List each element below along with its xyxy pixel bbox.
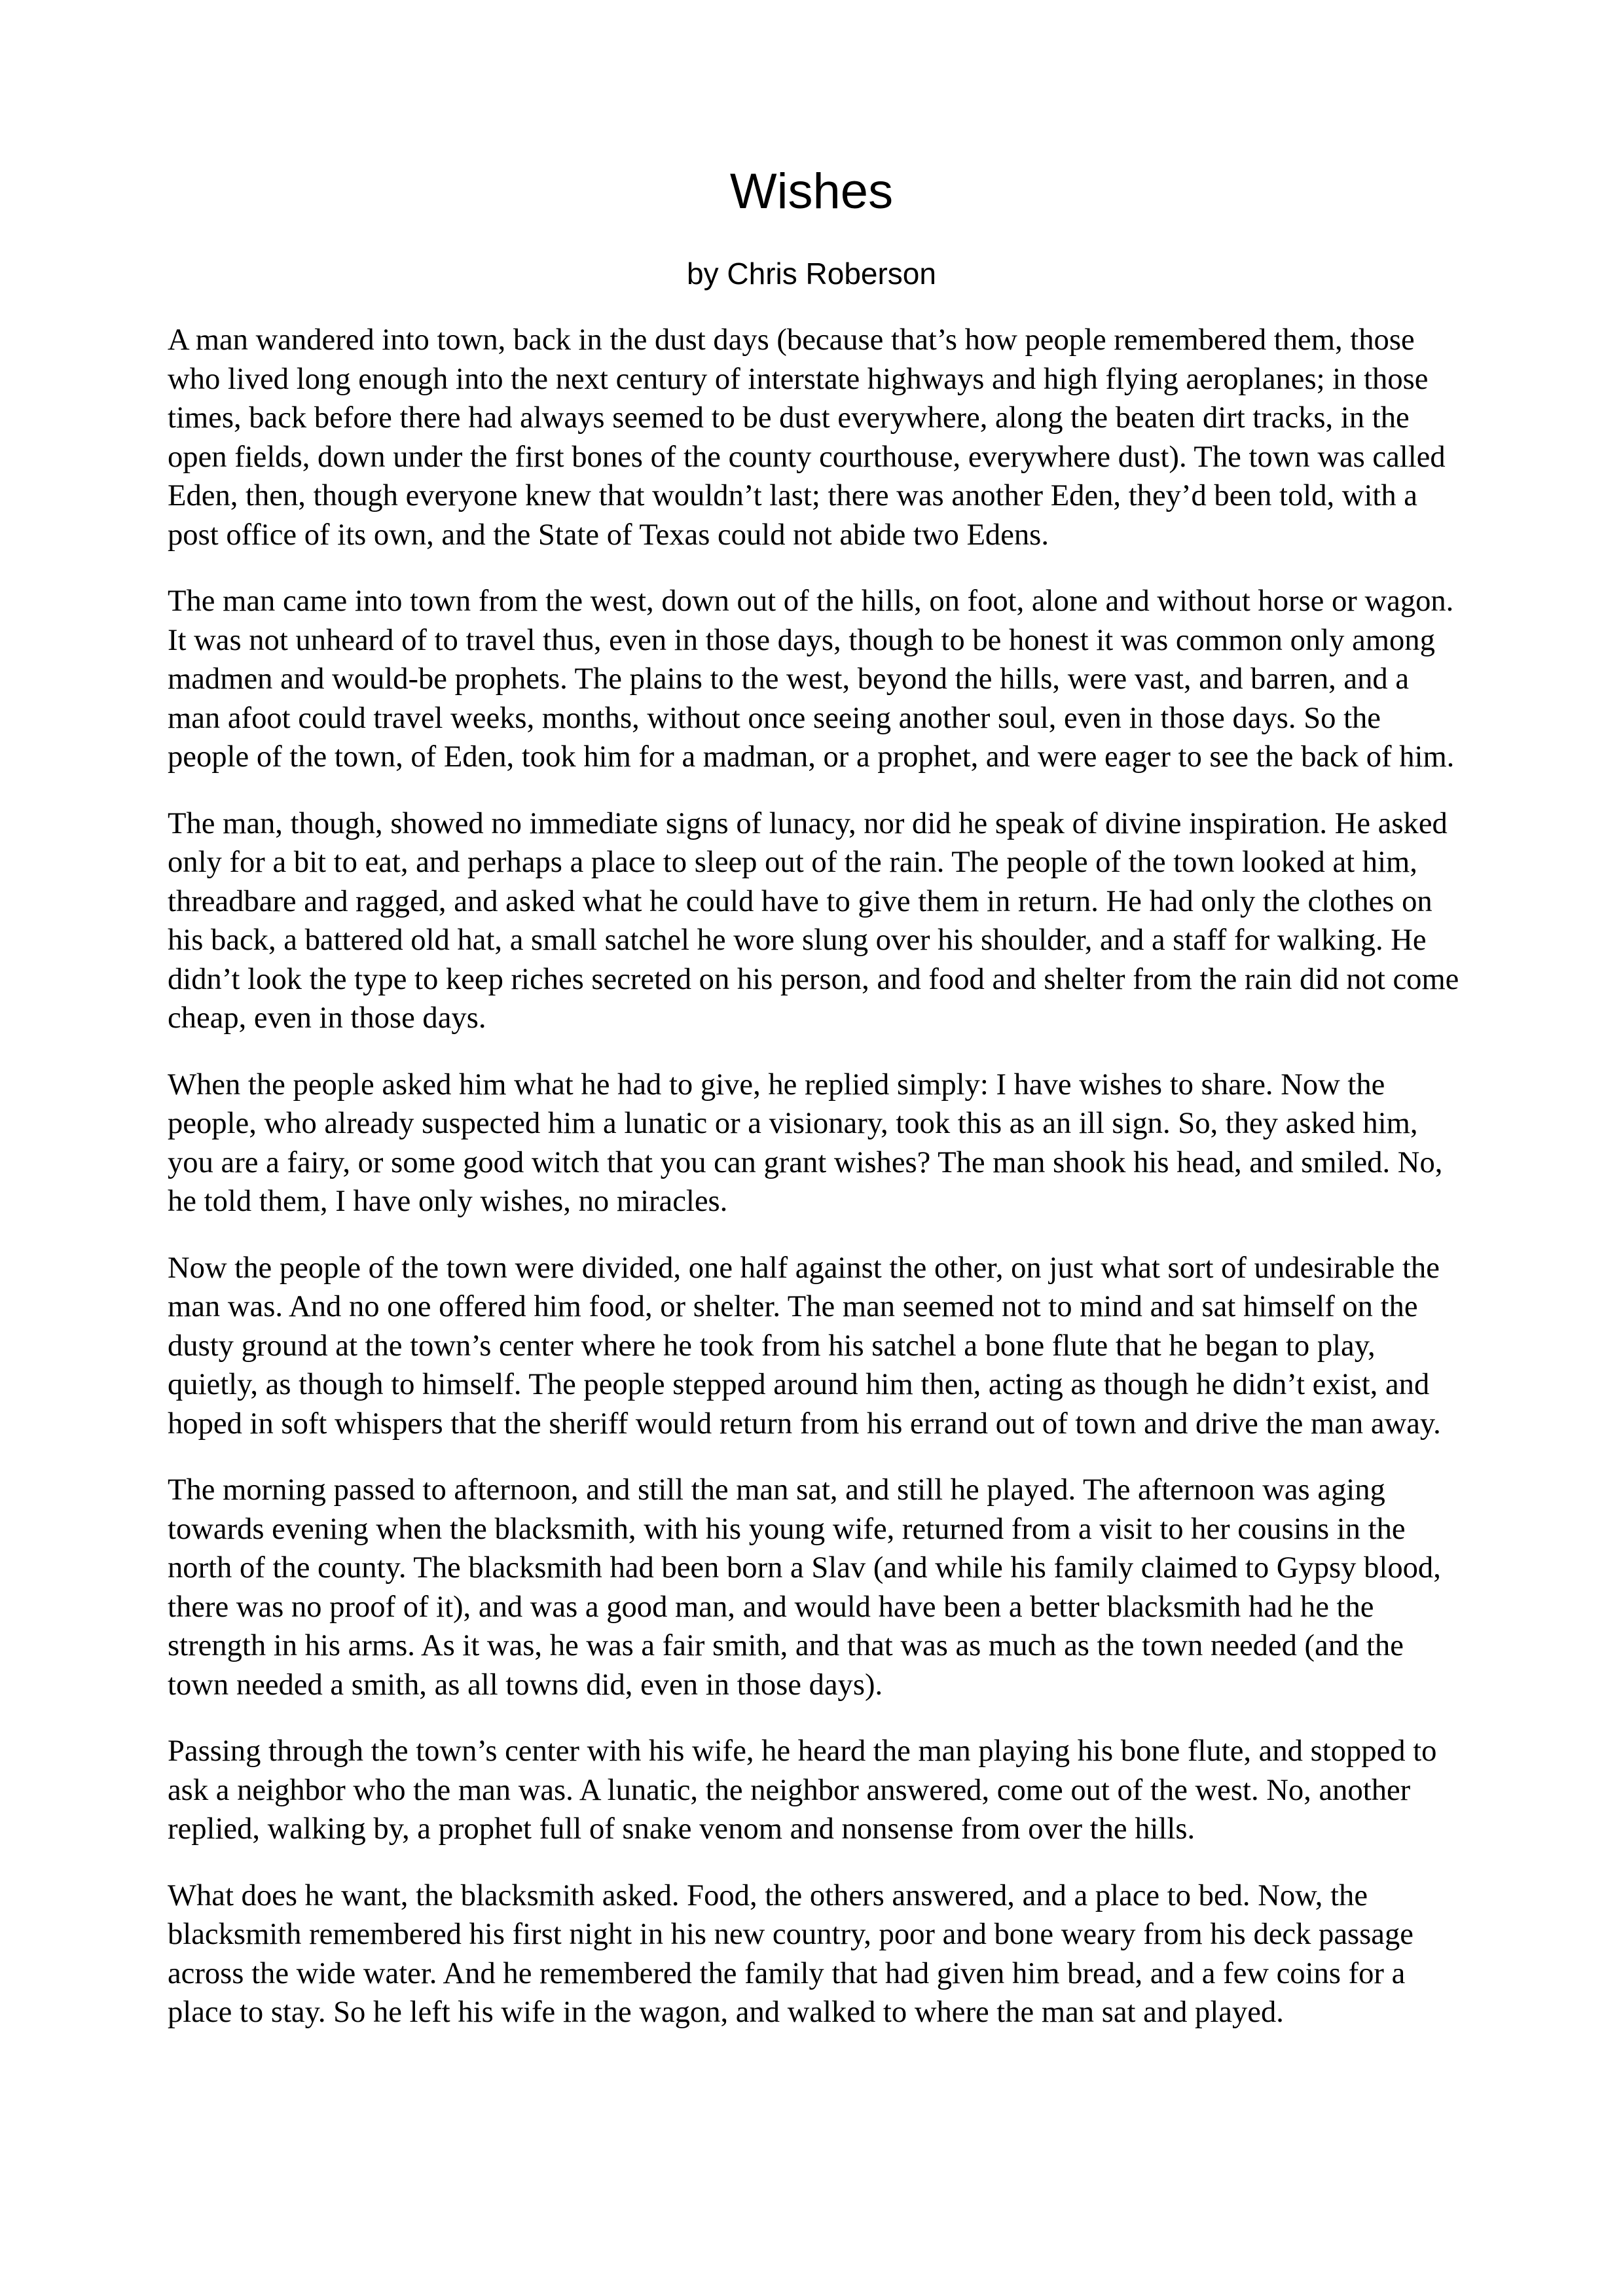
story-title: Wishes <box>729 164 894 219</box>
paragraph: What does he want, the blacksmith asked. Food, the others answered, and a place to bed. Now, the blacksmith remembered his first night in his new country, poor and bone weary from his deck passage across the wide water. And he remembered the family that had given him bread, and a few coins for a place to stay. So he left his wife in the wagon, and walked to where the man sat and played. <box>168 1878 1413 2029</box>
paragraph: Now the people of the town were divided, one half against the other, on just what sort of undesirable the man was. And no one offered him food, or shelter. The man seemed not to mind and sat himself on the dusty ground at the town’s center where he took from his satchel a bone flute that he began to play, quietly, as though to himself. The people stepped around him then, acting as though he didn’t exist, and hoped in soft whispers that the sheriff would return from his errand out of town and drive the man away. <box>168 1250 1441 1441</box>
paragraph: The man came into town from the west, down out of the hills, on foot, alone and without horse or wagon. It was not unheard of to travel thus, even in those days, though to be honest it was common only among madmen and would-be prophets. The plains to the west, beyond the hills, were vast, and barren, and a man afoot could travel weeks, months, without once seeing another soul, even in those days. So the people of the town, of Eden, took him for a madman, or a prophet, and were eager to see the back of him. <box>168 584 1455 774</box>
paragraph: A man wandered into town, back in the dust days (because that’s how people remembered them, those who lived long enough into the next century of interstate highways and high flying aeroplanes; in those times, back before there had always seemed to be dust everywhere, along the beaten dirt tracks, in the open fields, down under the first bones of the county courthouse, everywhere dust). The town was called Eden, then, though everyone knew that wouldn’t last; there was another Eden, they’d been told, with a post office of its own, and the State of Texas could not abide two Edens. <box>168 323 1446 552</box>
paragraph: The morning passed to afternoon, and still the man sat, and still he played. The afternoon was aging towards evening when the blacksmith, with his young wife, returned from a visit to her cousins in the north of the county. The blacksmith had been born a Slav (and while his family claimed to Gypsy blood, there was no proof of it), and was a good man, and would have been a better blacksmith had he the strength in his arms. As it was, he was a fair smith, and that was as much as the town needed (and the town needed a smith, as all towns did, even in those days). <box>168 1473 1441 1702</box>
author-byline: by Chris Roberson <box>687 257 936 291</box>
paragraph: When the people asked him what he had to give, he replied simply: I have wishes to share. Now the people, who already suspected him a lunatic or a visionary, took this as an ill sign. So, they asked him, you are a fairy, or some good witch that you can grant wishes? The man shook his head, and smiled. No, he told them, I have only wishes, no miracles. <box>168 1067 1443 1218</box>
story-body <box>168 321 1464 2060</box>
paragraph: The man, though, showed no immediate signs of lunacy, nor did he speak of divine inspiration. He asked only for a bit to eat, and perhaps a place to sleep out of the rain. The people of the town looked at him, threadbare and ragged, and asked what he could have to give them in return. He had only the clothes on his back, a battered old hat, a small satchel he wore slung over his shoulder, and a staff for walking. He didn’t look the type to keep riches secreted on his person, and food and shelter from the rain did not come cheap, even in those days. <box>168 806 1459 1035</box>
paragraph: Passing through the town’s center with his wife, he heard the man playing his bone flute, and stopped to ask a neighbor who the man was. A lunatic, the neighbor answered, come out of the west. No, another replied, walking by, a prophet full of snake venom and nonsense from over the hills. <box>168 1734 1437 1846</box>
